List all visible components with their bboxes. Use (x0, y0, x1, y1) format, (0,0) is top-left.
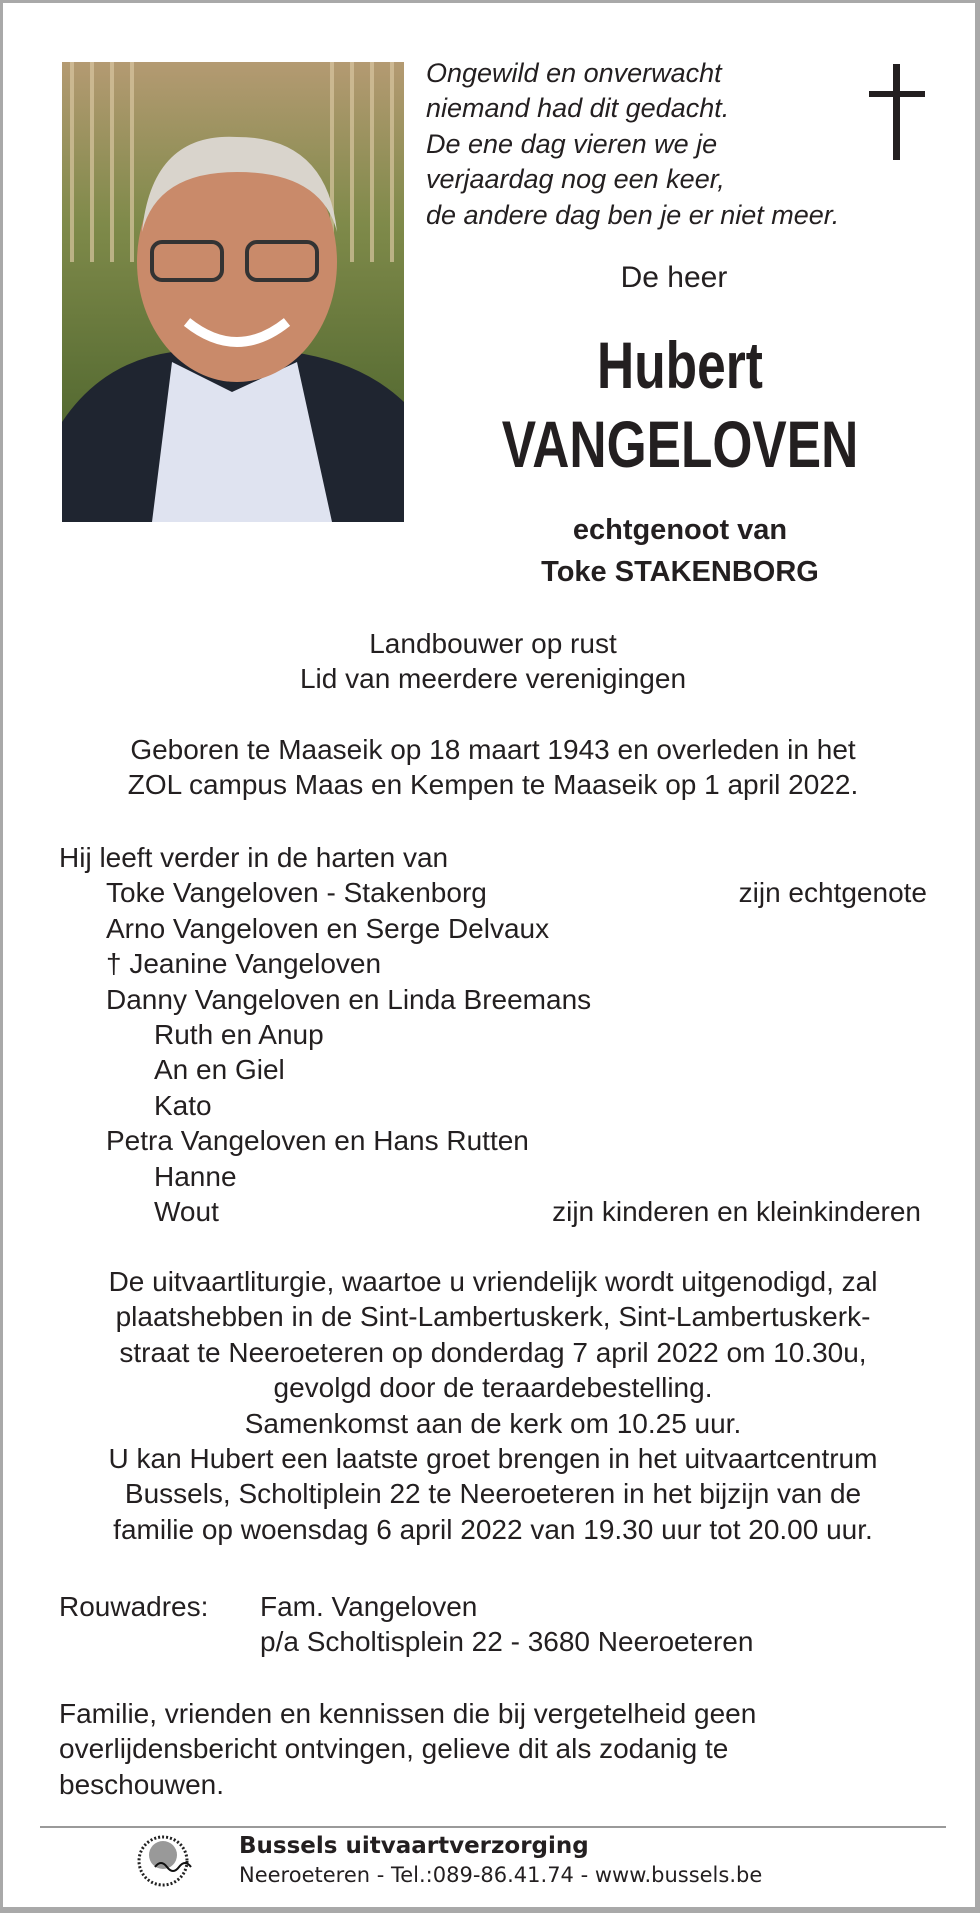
survivor-role: zijn kinderen en kleinkinderen (552, 1196, 921, 1227)
birth-death (3, 732, 980, 803)
spouse-name: Toke STAKENBORG (541, 556, 819, 588)
funeral-line: gevolgd door de teraardebestelling. (273, 1372, 713, 1404)
poem-line: Ongewild en onverwacht (426, 58, 722, 88)
survivor-name: An en Giel (154, 1054, 285, 1086)
funeral-line: straat te Neeroeteren op donderdag 7 april 2022 om 10.30u, (119, 1336, 867, 1368)
survivor-name: † Jeanine Vangeloven (106, 948, 382, 980)
poem-line: De ene dag vieren we je (426, 128, 718, 159)
survivor-name: Ruth en Anup (154, 1019, 324, 1050)
poem-line: niemand had dit gedacht. (426, 93, 730, 124)
funeral-line: U kan Hubert een laatste groet brengen in het uitvaartcentrum (108, 1443, 878, 1475)
funeral-line: plaatshebben in de Sint-Lambertuskerk, Sint-Lambertuskerk- (115, 1301, 871, 1333)
funeral-line: De uitvaartliturgie, waartoe u vriendelijk wordt uitgenodigd, zal (108, 1266, 878, 1297)
birth-death-line: ZOL campus Maas en Kempen te Maaseik op 1 april 2022. (127, 769, 859, 801)
occupation-line: Lid van meerdere verenigingen (299, 663, 687, 695)
address-line: p/a Scholtisplein 22 - 3680 Neeroeteren (260, 1626, 754, 1658)
cross-icon (869, 64, 925, 160)
survivors-intro: Hij leeft verder in de harten van (59, 842, 449, 873)
closing-line: overlijdensbericht ontvingen, gelieve dit als zodanig te (59, 1733, 729, 1765)
survivor-name: Arno Vangeloven en Serge Delvaux (106, 912, 550, 944)
poem-line: de andere dag ben je er niet meer. (426, 199, 840, 230)
occupation-line: Landbouwer op rust (369, 628, 617, 659)
footer-contact: Neeroeteren - Tel.:089-86.41.74 - www.bussels.be (239, 1863, 763, 1887)
closing-line: Familie, vrienden en kennissen die bij vergetelheid geen (59, 1698, 757, 1729)
funeral-details (3, 1264, 980, 1547)
survivor-name: Wout (154, 1196, 219, 1227)
footer-divider (40, 1826, 946, 1828)
funeral-line: Bussels, Scholtiplein 22 te Neeroeteren in het bijzijn van de (124, 1478, 862, 1510)
closing-line: beschouwen. (59, 1768, 225, 1800)
survivor-name: Kato (154, 1089, 212, 1121)
survivor-name: Toke Vangeloven - Stakenborg (106, 877, 487, 909)
survivor-role: zijn echtgenote (738, 877, 927, 909)
obituary-card (3, 3, 975, 1907)
poem (426, 56, 839, 233)
funeral-line: Samenkomst aan de kerk om 10.25 uur. (244, 1407, 742, 1439)
occupation (3, 626, 980, 697)
survivor-name: Petra Vangeloven en Hans Rutten (106, 1125, 529, 1157)
spouse (430, 509, 930, 593)
footer-company: Bussels uitvaartverzorging (239, 1833, 589, 1859)
poem-line: verjaardag nog een keer, (426, 164, 725, 195)
address-line: Fam. Vangeloven (260, 1591, 478, 1622)
survivors (3, 840, 980, 1240)
address-label: Rouwadres: (59, 1591, 209, 1622)
funeral-line: familie op woensdag 6 april 2022 van 19.30 uur tot 20.00 uur. (113, 1513, 873, 1545)
spouse-label: echtgenoot van (572, 514, 788, 546)
last-name: VANGELOVEN (501, 407, 859, 481)
birth-death-line: Geboren te Maaseik op 18 maart 1943 en overleden in het (130, 734, 856, 765)
closing-note (59, 1696, 756, 1802)
first-name: Hubert (597, 328, 763, 402)
address-block (59, 1589, 959, 1664)
bussels-logo (133, 1833, 225, 1891)
portrait-photo (62, 62, 404, 522)
survivor-name: Hanne (154, 1160, 237, 1192)
title: De heer (620, 261, 728, 294)
survivor-name: Danny Vangeloven en Linda Breemans (106, 983, 592, 1015)
